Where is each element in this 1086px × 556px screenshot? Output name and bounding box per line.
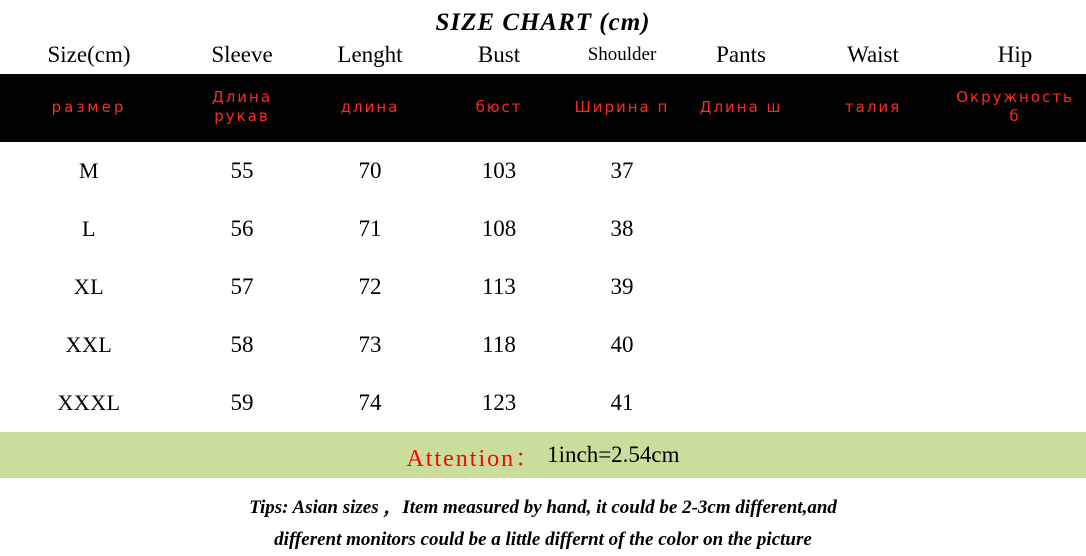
column-header-ru-bust: бюст [475,97,523,116]
page-title: SIZE CHART (cm) [435,9,651,36]
cell-waist [802,374,944,432]
column-header-size: Size(cm) [47,42,131,67]
cell-shoulder: 41 [610,390,634,415]
column-header-lenght: Lenght [337,42,403,67]
cell-shoulder: 39 [610,274,634,299]
cell-sleeve: 57 [230,274,254,299]
table-row [0,142,1086,200]
cell-shoulder: 37 [610,158,634,183]
cell-bust: 123 [481,390,517,415]
column-header-ru-lenght: длина [340,97,400,116]
attention-label: Attention： [406,445,542,472]
table-row [0,316,1086,374]
column-header-ru-size: размер [51,97,127,116]
cell-sleeve: 55 [230,158,254,183]
cell-lenght: 72 [358,274,382,299]
cell-size: M [78,158,100,183]
column-header-hip: Hip [997,42,1033,67]
table-row [0,374,1086,432]
cell-pants [680,200,802,258]
cell-sleeve: 59 [230,390,254,415]
cell-pants [680,316,802,374]
attention-band [0,432,1086,478]
cell-bust: 113 [482,274,516,299]
cell-size: L [82,216,96,241]
table-row [0,258,1086,316]
cell-sleeve: 56 [230,216,254,241]
column-header-shoulder: Shoulder [587,44,657,65]
column-header-bust: Bust [477,42,521,67]
cell-hip [944,200,1086,258]
column-header-waist: Waist [847,42,899,67]
column-header-ru-waist: талия [844,97,902,116]
cell-size: XXL [65,332,113,357]
table-header-row-en [0,38,1086,74]
cell-lenght: 73 [358,332,382,357]
cell-bust: 118 [482,332,516,357]
column-header-ru-sleeve: Длина рукав [211,88,273,125]
cell-pants [680,258,802,316]
size-chart-table [0,38,1086,432]
cell-sleeve: 58 [230,332,254,357]
cell-size: XXXL [57,390,121,415]
attention-value: 1inch=2.54cm [547,442,680,467]
column-header-ru-pants: Длина ш [699,97,783,116]
column-header-ru-shoulder: Ширина п [574,97,670,116]
cell-bust: 108 [481,216,517,241]
cell-shoulder: 38 [610,216,634,241]
cell-lenght: 74 [358,390,382,415]
tips-line-2: different monitors could be a little differnt of the color on the picture [274,529,812,550]
table-header-row-ru [0,74,1086,142]
cell-lenght: 71 [358,216,382,241]
tips-line-1: Tips: Asian sizes ，Item measured by hand, it could be 2-3cm different,and [249,497,837,518]
cell-hip [944,374,1086,432]
column-header-pants: Pants [716,42,766,67]
cell-hip [944,316,1086,374]
cell-pants [680,374,802,432]
tips-block [0,478,1086,556]
column-header-sleeve: Sleeve [211,42,273,67]
cell-waist [802,316,944,374]
cell-size: XL [73,274,105,299]
table-row [0,200,1086,258]
column-header-ru-hip: Окружность б [956,88,1074,125]
cell-lenght: 70 [358,158,382,183]
cell-hip [944,142,1086,200]
cell-shoulder: 40 [610,332,634,357]
cell-hip [944,258,1086,316]
cell-waist [802,258,944,316]
cell-pants [680,142,802,200]
cell-bust: 103 [481,158,517,183]
cell-waist [802,200,944,258]
cell-waist [802,142,944,200]
